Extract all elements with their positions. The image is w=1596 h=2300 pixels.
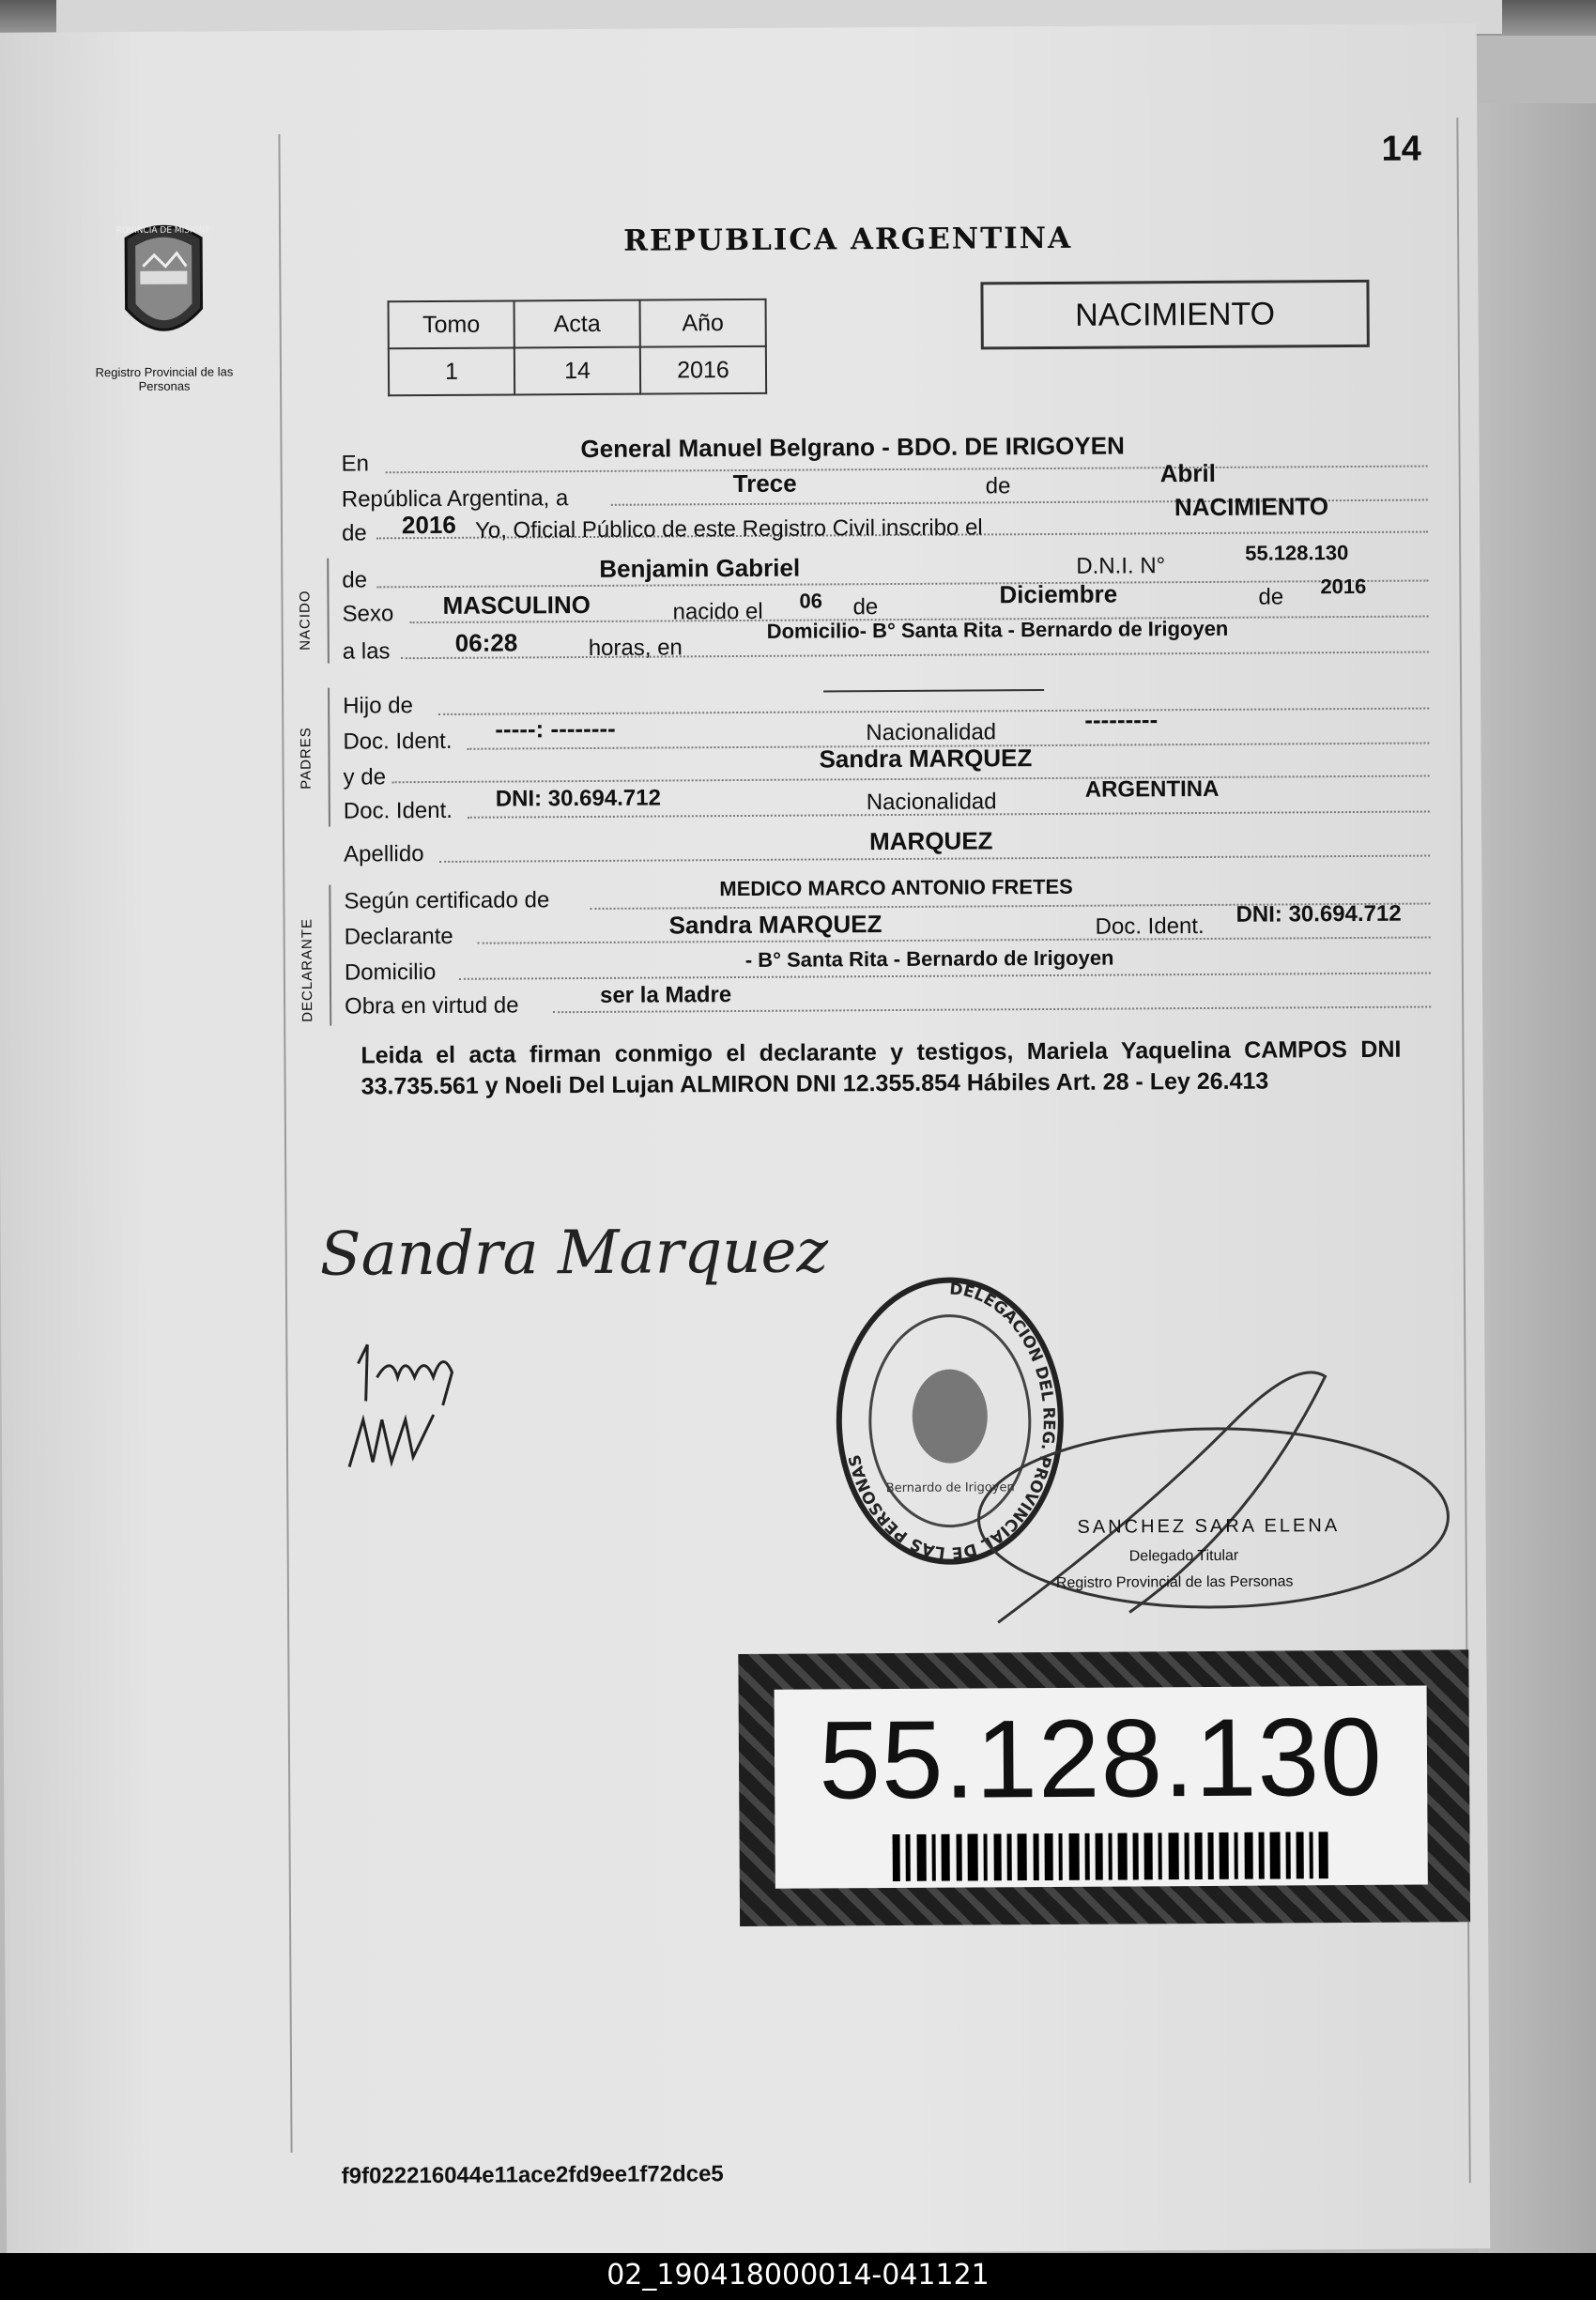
alas-label: a las	[342, 638, 391, 665]
table-cell-acta: 14	[514, 347, 640, 395]
domicilio-label: Domicilio	[344, 958, 437, 986]
hijo-label: Hijo de	[343, 693, 413, 719]
birth-year: 2016	[1320, 574, 1367, 599]
sexo-value: MASCULINO	[442, 590, 591, 620]
cert-value: MEDICO MARCO ANTONIO FRETES	[719, 874, 1073, 901]
obra-value: ser la Madre	[599, 982, 732, 1008]
stamp-inner-text: Bernardo de Irigoyen	[885, 1480, 1015, 1496]
act-year: 2016	[401, 510, 456, 540]
nac1-label: Nacionalidad	[866, 719, 997, 746]
birth-place: Domicilio- B° Santa Rita - Bernardo de Irigoyen	[766, 616, 1229, 643]
declarante-label: Declarante	[344, 923, 453, 950]
document-hash: f9f022216044e11ace2fd9ee1f72dce5	[341, 2161, 724, 2189]
child-dni: 55.128.130	[1245, 541, 1349, 565]
mother-nationality: ARGENTINA	[1084, 775, 1220, 803]
domicilio-value: - B° Santa Rita - Bernardo de Irigoyen	[744, 945, 1114, 972]
officer-signature	[968, 1338, 1458, 1641]
declarante-doc: DNI: 30.694.712	[1235, 900, 1402, 928]
place-value: General Manuel Belgrano - BDO. DE IRIGOYEN	[580, 431, 1125, 464]
birth-month: Diciembre	[999, 579, 1118, 609]
dni-label: D.N.I. N°	[1076, 553, 1166, 579]
apellido-label: Apellido	[344, 841, 424, 867]
barcode-number: 55.128.130	[818, 1694, 1384, 1823]
crest-icon	[116, 219, 211, 360]
stamp-ring-text: DELEGACION DEL REG. PROVINCIAL DE LAS PERSONAS	[845, 1280, 1058, 1562]
table-header-acta: Acta	[514, 300, 640, 348]
en-label: En	[341, 451, 370, 477]
de2-label: de	[341, 520, 367, 546]
closing-statement: Leida el acta firman conmigo el declarante y testigos, Mariela Yaquelina CAMPOS DNI 33.735.561 y Noeli Del Lujan ALMIRON DNI 12.355.854 Hábiles Art. 28 - Ley 26.413	[361, 1035, 1402, 1100]
left-margin-line	[278, 134, 292, 2153]
crest-caption: Registro Provincial de las Personas	[95, 364, 234, 393]
birth-time: 06:28	[454, 628, 518, 657]
decl-doc-label: Doc. Ident.	[1095, 912, 1205, 940]
crest-text: PROVINCIA DE MISIONES	[115, 225, 211, 237]
section-padres: PADRES	[298, 727, 315, 790]
table-cell-anio: 2016	[640, 346, 766, 394]
certificate-page	[0, 23, 1490, 2258]
witness-signatures	[339, 1325, 528, 1495]
father-doc: -----: --------	[495, 713, 616, 744]
mother-name: Sandra MARQUEZ	[819, 744, 1033, 774]
obra-label: Obra en virtud de	[345, 992, 519, 1020]
table-header-tomo: Tomo	[389, 300, 514, 348]
surname-value: MARQUEZ	[868, 826, 993, 856]
sexo-label: Sexo	[342, 601, 394, 627]
declarant-signature	[310, 1196, 836, 1340]
nacido-de-label: de	[342, 567, 368, 593]
officer-role: Delegado Titular	[1128, 1547, 1239, 1565]
officer-org: Registro Provincial de las Personas	[1055, 1573, 1294, 1591]
doc2-label: Doc. Ident.	[343, 797, 453, 824]
scan-shadow	[1479, 103, 1596, 2262]
section-nacido: NACIDO	[297, 590, 314, 651]
table-cell-tomo: 1	[389, 347, 514, 395]
oficial-label: Yo, Oficial Público de este Registro Civil inscribo el	[474, 514, 983, 544]
nac2-label: Nacionalidad	[866, 789, 997, 816]
birth-de-label: de	[852, 594, 879, 621]
document-title: REPUBLICA ARGENTINA	[623, 221, 1073, 258]
table-header-anio: Año	[640, 299, 766, 347]
father-blank-line	[823, 689, 1044, 692]
child-name: Benjamin Gabriel	[599, 553, 801, 583]
barcode-icon	[893, 1832, 1334, 1881]
section-declarante: DECLARANTE	[299, 917, 316, 1022]
declarante-value: Sandra MARQUEZ	[668, 910, 882, 940]
horas-label: horas, en	[588, 635, 683, 661]
birth-day: 06	[799, 589, 823, 613]
province-crest	[88, 219, 239, 407]
inscribe-value: NACIMIENTO	[1174, 492, 1329, 522]
declarant-signature-text: Sandra Marquez	[319, 1217, 829, 1290]
registry-table	[388, 299, 768, 396]
nacido-el-label: nacido el	[672, 598, 763, 625]
mother-doc: DNI: 30.694.712	[495, 785, 661, 812]
doc1-label: Doc. Ident.	[343, 728, 453, 755]
republica-label: República Argentina, a	[341, 485, 569, 513]
yde-label: y de	[343, 764, 387, 790]
birth-de-label-2: de	[1258, 584, 1284, 610]
footer-id: 02_190418000014-041121	[606, 2259, 990, 2292]
document-type-box: NACIMIENTO	[980, 280, 1369, 350]
father-nationality: ---------	[1084, 705, 1159, 734]
cert-label: Según certificado de	[344, 887, 550, 914]
footer-bar	[0, 2253, 1596, 2300]
act-day: Trece	[732, 468, 797, 498]
barcode-label	[738, 1649, 1470, 1926]
act-de-label: de	[985, 473, 1011, 499]
officer-name: SANCHEZ SARA ELENA	[1077, 1515, 1341, 1538]
page-number: 14	[1381, 129, 1421, 169]
act-month: Abril	[1159, 458, 1216, 488]
